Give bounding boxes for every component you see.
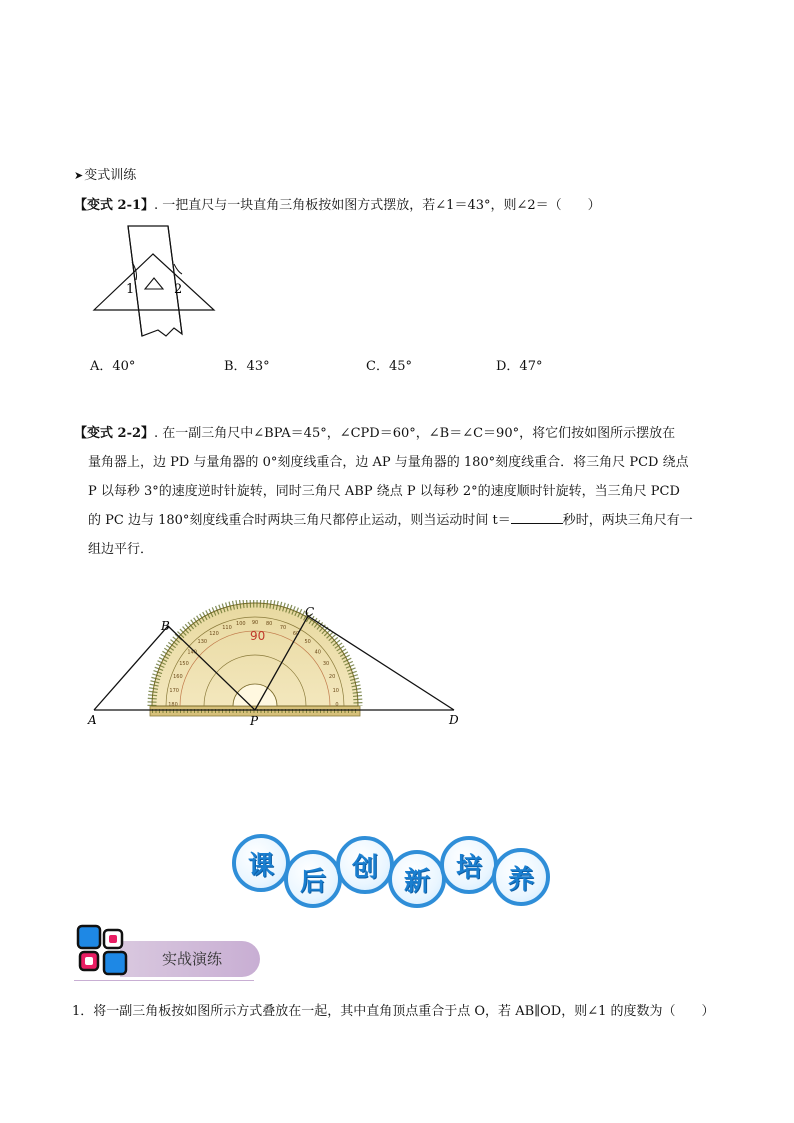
question-2-2-label: 【变式 2-2】	[74, 426, 155, 441]
protractor-scale-label: 70	[279, 624, 287, 631]
question-2-2-line-4	[88, 511, 693, 531]
figure-ruler-triangle	[90, 222, 220, 346]
protractor-scale-label: 170	[169, 687, 179, 694]
protractor-scale-label: 20	[328, 674, 336, 680]
question-2-2-line-2: 量角器上，边 PD 与量角器的 0°刻度线重合，边 AP 与量角器的 180°刻度线重合．将三角尺 PCD 绕点	[88, 455, 689, 470]
practice-underline	[74, 980, 254, 981]
question-2-1-text: . 一把直尺与一块直角三角板按如图方式摆放，若∠1＝43°，则∠2＝（ ）	[154, 198, 601, 213]
protractor-scale-label: 40	[314, 649, 321, 656]
protractor-scale-label: 80	[266, 621, 273, 628]
angle-2-arc	[174, 264, 182, 274]
banner-char-1: 课	[232, 834, 290, 892]
answer-blank[interactable]	[511, 511, 563, 524]
practice-title: 实战演练	[162, 950, 223, 968]
protractor-scale-label: 160	[173, 674, 183, 680]
question-2-2-text-4a: 的 PC 边与 180°刻度线重合时两块三角尺都停止运动，则当运动时间 t＝	[88, 513, 511, 528]
banner-char-4: 新	[388, 850, 446, 908]
question-2-2-line-5: 组边平行．	[88, 542, 154, 557]
protractor-scale-label: 90	[251, 620, 259, 626]
question-2-2-text-1: . 在一副三角尺中∠BPA＝45°，∠CPD＝60°，∠B＝∠C＝90°，将它们按如图所示摆放在	[154, 426, 676, 441]
section-header	[74, 166, 136, 186]
banner-char-3: 创	[336, 836, 394, 894]
banner-char-5: 培	[440, 836, 498, 894]
protractor-scale-label: 150	[179, 661, 189, 667]
point-b-label: B	[161, 619, 170, 633]
protractor-scale-label: 140	[187, 649, 197, 656]
protractor-scale-label: 180	[168, 702, 178, 708]
question-2-2-line-3: P 以每秒 3°的速度逆时针旋转，同时三角尺 ABP 绕点 P 以每秒 2°的速度顺时针旋转，当三角尺 PCD	[88, 484, 680, 499]
practice-squares-icon	[74, 922, 132, 980]
point-c-label: C	[305, 605, 315, 619]
question-2-2-text-4b: 秒时，两块三角尺有一	[562, 513, 693, 528]
banner-after-class	[232, 834, 552, 914]
question-2-2-line-1	[74, 424, 675, 444]
question-2-1-label: 【变式 2-1】	[74, 198, 155, 213]
point-a-label: A	[88, 713, 97, 727]
option-c[interactable]: C．45°	[366, 359, 412, 374]
section-title: 变式训练	[84, 168, 137, 183]
arrow-icon: ➤	[74, 169, 84, 182]
protractor-scale-label: 30	[322, 661, 330, 667]
protractor-scale-label: 60	[292, 631, 300, 637]
banner-char-2: 后	[284, 850, 342, 908]
protractor-scale-label: 10	[332, 687, 339, 694]
question-2-1-stem	[74, 196, 601, 216]
point-d-label: D	[449, 713, 459, 727]
figure-protractor	[86, 600, 476, 730]
protractor-scale-label: 100	[236, 621, 246, 628]
angle-1-label: 1	[126, 282, 135, 297]
protractor-scale-label: 0	[335, 702, 339, 708]
protractor-scale-label: 130	[197, 639, 208, 646]
angle-2-label: 2	[174, 282, 183, 297]
protractor-scale-label: 120	[209, 631, 219, 637]
option-a[interactable]: A．40°	[90, 359, 136, 374]
protractor-scale-label: 50	[304, 639, 311, 646]
option-b[interactable]: B．43°	[224, 359, 270, 374]
option-d[interactable]: D．47°	[496, 359, 543, 374]
protractor-90-label: 90	[250, 629, 266, 643]
protractor-scale-label: 110	[222, 624, 232, 631]
banner-char-6: 养	[492, 848, 550, 906]
question-1-stem: 1．将一副三角板按如图所示方式叠放在一起，其中直角顶点重合于点 O，若 AB∥OD，则∠1 的度数为（ ）	[72, 1004, 715, 1019]
ruler-outline	[128, 226, 182, 336]
point-p-label: P	[250, 714, 259, 728]
